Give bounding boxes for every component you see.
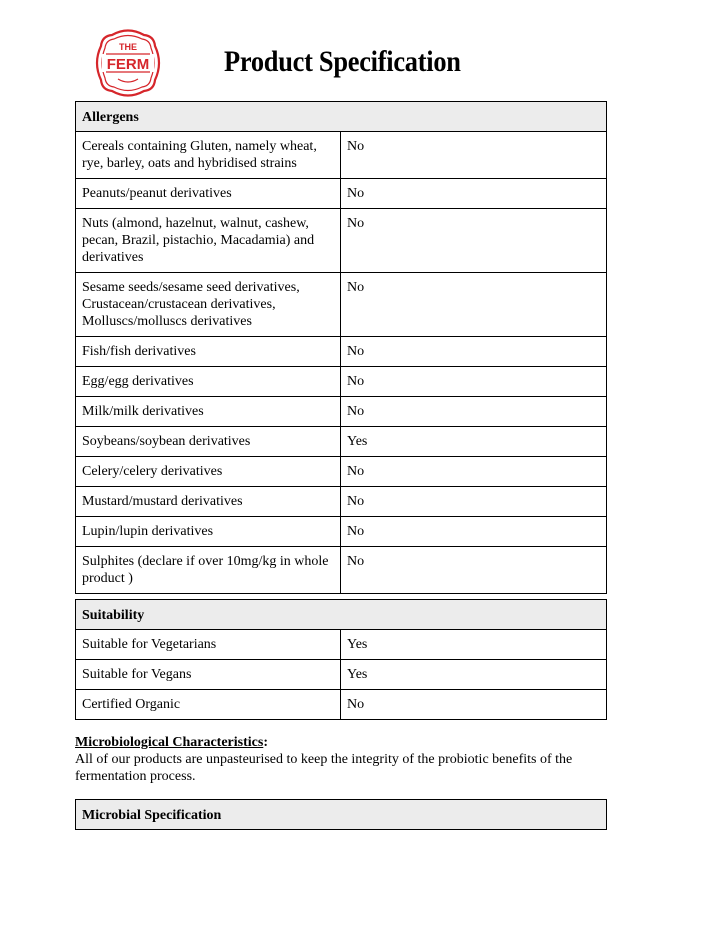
- table-row: [76, 179, 607, 209]
- allergen-value: No: [341, 397, 607, 427]
- table-row: [76, 547, 607, 594]
- table-row: [76, 487, 607, 517]
- allergen-label: Lupin/lupin derivatives: [76, 517, 341, 547]
- table-row: [76, 517, 607, 547]
- microbial-spec-header-row: [76, 800, 607, 830]
- allergen-label: Sesame seeds/sesame seed derivatives, Crustacean/crustacean derivatives, Molluscs/molluscs derivatives: [76, 273, 341, 337]
- microbial-spec-table: [75, 799, 607, 830]
- allergen-value: No: [341, 547, 607, 594]
- suitability-value: Yes: [341, 660, 607, 690]
- allergen-label: Egg/egg derivatives: [76, 367, 341, 397]
- allergen-value: No: [341, 367, 607, 397]
- allergen-value: No: [341, 517, 607, 547]
- logo-line1: THE: [119, 42, 137, 52]
- microbiological-heading: [75, 734, 268, 751]
- allergen-label: Peanuts/peanut derivatives: [76, 179, 341, 209]
- allergen-value: No: [341, 487, 607, 517]
- allergen-label: Sulphites (declare if over 10mg/kg in whole product ): [76, 547, 341, 594]
- allergen-label: Celery/celery derivatives: [76, 457, 341, 487]
- allergen-value: No: [341, 337, 607, 367]
- table-row: [76, 397, 607, 427]
- allergen-value: No: [341, 457, 607, 487]
- allergen-label: Fish/fish derivatives: [76, 337, 341, 367]
- allergens-heading: Allergens: [76, 102, 607, 132]
- suitability-value: Yes: [341, 630, 607, 660]
- microbiological-heading-colon: :: [263, 735, 268, 750]
- table-row: [76, 273, 607, 337]
- table-row: [76, 457, 607, 487]
- page-title: Product Specification: [224, 45, 461, 78]
- allergen-value: No: [341, 209, 607, 273]
- microbiological-text: All of our products are unpasteurised to keep the integrity of the probiotic benefits of the fermentation process.: [75, 752, 573, 784]
- table-row: [76, 132, 607, 179]
- table-row: [76, 660, 607, 690]
- microbial-spec-heading: Microbial Specification: [76, 800, 607, 830]
- suitability-value: No: [341, 690, 607, 720]
- suitability-header-row: [76, 600, 607, 630]
- suitability-label: Suitable for Vegetarians: [76, 630, 341, 660]
- allergens-header-row: [76, 102, 607, 132]
- table-row: [76, 630, 607, 660]
- allergen-label: Soybeans/soybean derivatives: [76, 427, 341, 457]
- logo-line2: FERM: [106, 56, 150, 73]
- suitability-heading: Suitability: [76, 600, 607, 630]
- suitability-label: Suitable for Vegans: [76, 660, 341, 690]
- table-row: [76, 337, 607, 367]
- suitability-table: [75, 599, 607, 720]
- allergen-value: No: [341, 179, 607, 209]
- table-row: [76, 209, 607, 273]
- allergen-value: No: [341, 273, 607, 337]
- allergen-label: Nuts (almond, hazelnut, walnut, cashew, pecan, Brazil, pistachio, Macadamia) and derivatives: [76, 209, 341, 273]
- the-ferm-logo: [92, 27, 164, 99]
- allergen-value: No: [341, 132, 607, 179]
- allergen-label: Milk/milk derivatives: [76, 397, 341, 427]
- allergen-value: Yes: [341, 427, 607, 457]
- allergen-label: Mustard/mustard derivatives: [76, 487, 341, 517]
- allergens-table: [75, 101, 607, 594]
- microbiological-heading-text: Microbiological Characteristics: [75, 735, 264, 750]
- table-row: [76, 690, 607, 720]
- allergen-label: Cereals containing Gluten, namely wheat, rye, barley, oats and hybridised strains: [76, 132, 341, 179]
- table-row: [76, 367, 607, 397]
- table-row: [76, 427, 607, 457]
- suitability-label: Certified Organic: [76, 690, 341, 720]
